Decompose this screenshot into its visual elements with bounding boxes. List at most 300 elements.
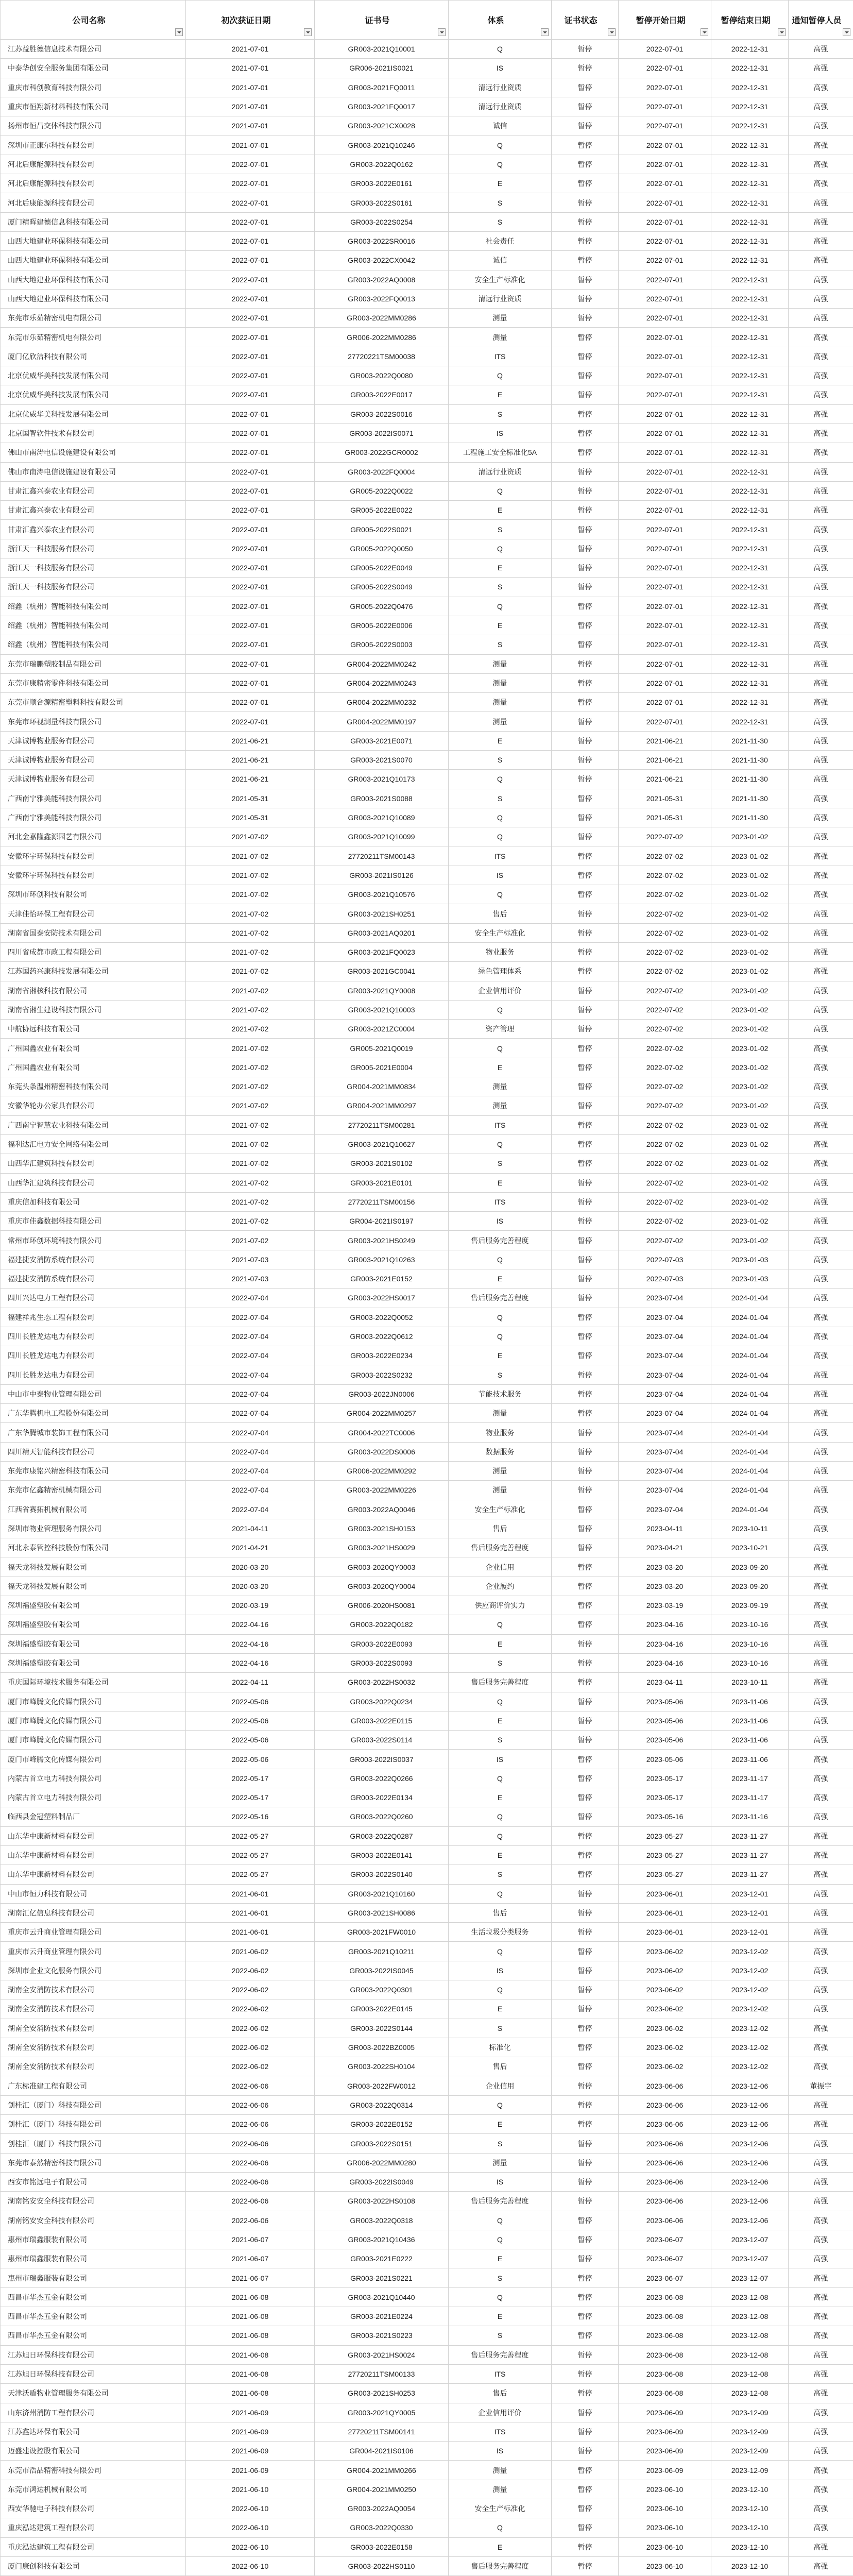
suspension-end-date-cell[interactable]: 2022-12-31 [711, 693, 789, 712]
system-cell[interactable]: 测量 [449, 328, 552, 347]
notifier-cell[interactable]: 高强 [789, 904, 853, 923]
suspension-start-date-cell[interactable]: 2022-07-03 [619, 1250, 711, 1269]
certificate-status-cell[interactable]: 暂停 [552, 2480, 619, 2499]
suspension-start-date-cell[interactable]: 2023-05-27 [619, 1826, 711, 1845]
suspension-end-date-cell[interactable]: 2022-12-31 [711, 212, 789, 231]
company-name-cell[interactable]: 江苏旭日环保科技有限公司 [1, 2364, 186, 2383]
company-name-cell[interactable]: 浙江天一科技服务有限公司 [1, 558, 186, 578]
company-name-cell[interactable]: 河北后康能源科技有限公司 [1, 193, 186, 212]
certificate-number-cell[interactable]: 27720211TSM00143 [315, 846, 449, 866]
notifier-cell[interactable]: 高强 [789, 2134, 853, 2153]
notifier-cell[interactable]: 高强 [789, 635, 853, 654]
certificate-number-cell[interactable]: GR003-2022E0145 [315, 1999, 449, 2019]
system-cell[interactable]: E [449, 2249, 552, 2268]
notifier-cell[interactable]: 高强 [789, 1942, 853, 1961]
certificate-status-cell[interactable]: 暂停 [552, 1999, 619, 2019]
first-cert-date-cell[interactable]: 2021-07-01 [186, 97, 315, 116]
suspension-start-date-cell[interactable]: 2022-07-02 [619, 885, 711, 904]
first-cert-date-cell[interactable]: 2020-03-20 [186, 1577, 315, 1596]
company-name-cell[interactable]: 东莞市康精密零件科技有限公司 [1, 673, 186, 692]
certificate-number-cell[interactable]: GR003-2022Q0162 [315, 155, 449, 174]
company-name-cell[interactable]: 广州国鑫农业有限公司 [1, 1058, 186, 1077]
suspension-start-date-cell[interactable]: 2023-06-09 [619, 2403, 711, 2422]
notifier-cell[interactable]: 高强 [789, 1404, 853, 1423]
company-name-cell[interactable]: 西昌市华杰五金有限公司 [1, 2307, 186, 2326]
certificate-status-cell[interactable]: 暂停 [552, 2537, 619, 2556]
suspension-start-date-cell[interactable]: 2023-03-19 [619, 1596, 711, 1615]
suspension-start-date-cell[interactable]: 2022-07-02 [619, 981, 711, 1000]
suspension-end-date-cell[interactable]: 2023-01-02 [711, 1096, 789, 1115]
company-name-cell[interactable]: 山东华中康新材料有限公司 [1, 1865, 186, 1884]
certificate-status-cell[interactable]: 暂停 [552, 1903, 619, 1922]
suspension-start-date-cell[interactable]: 2022-07-01 [619, 597, 711, 616]
suspension-end-date-cell[interactable]: 2023-12-01 [711, 1884, 789, 1903]
suspension-start-date-cell[interactable]: 2022-07-01 [619, 443, 711, 462]
filter-dropdown-icon[interactable] [541, 28, 549, 36]
certificate-number-cell[interactable]: GR005-2021Q0019 [315, 1039, 449, 1058]
certificate-number-cell[interactable]: GR003-2021Q10211 [315, 1942, 449, 1961]
first-cert-date-cell[interactable]: 2021-06-09 [186, 2461, 315, 2480]
company-name-cell[interactable]: 东莞市泰然精密科技有限公司 [1, 2153, 186, 2172]
notifier-cell[interactable]: 高强 [789, 1557, 853, 1577]
notifier-cell[interactable]: 高强 [789, 2038, 853, 2057]
suspension-end-date-cell[interactable]: 2023-11-06 [711, 1750, 789, 1769]
system-cell[interactable]: Q [449, 1250, 552, 1269]
first-cert-date-cell[interactable]: 2022-07-01 [186, 155, 315, 174]
company-name-cell[interactable]: 山西华汇建筑科技有限公司 [1, 1173, 186, 1192]
notifier-cell[interactable]: 高强 [789, 423, 853, 443]
notifier-cell[interactable]: 高强 [789, 770, 853, 789]
system-cell[interactable]: 测量 [449, 2461, 552, 2480]
first-cert-date-cell[interactable]: 2021-07-02 [186, 1077, 315, 1096]
suspension-end-date-cell[interactable]: 2024-01-04 [711, 1500, 789, 1519]
filter-dropdown-icon[interactable] [304, 28, 312, 36]
certificate-number-cell[interactable]: GR004-2022MM0232 [315, 693, 449, 712]
certificate-number-cell[interactable]: GR003-2021Q10173 [315, 770, 449, 789]
first-cert-date-cell[interactable]: 2022-05-06 [186, 1692, 315, 1711]
system-cell[interactable]: Q [449, 1980, 552, 1999]
suspension-start-date-cell[interactable]: 2022-07-01 [619, 40, 711, 59]
certificate-status-cell[interactable]: 暂停 [552, 2461, 619, 2480]
suspension-end-date-cell[interactable]: 2023-12-02 [711, 2019, 789, 2038]
certificate-status-cell[interactable]: 暂停 [552, 1731, 619, 1750]
system-cell[interactable]: 测量 [449, 1481, 552, 1500]
certificate-number-cell[interactable]: GR003-2021Q10576 [315, 885, 449, 904]
notifier-cell[interactable]: 高强 [789, 1231, 853, 1250]
suspension-end-date-cell[interactable]: 2024-01-04 [711, 1442, 789, 1461]
suspension-end-date-cell[interactable]: 2023-01-02 [711, 885, 789, 904]
notifier-cell[interactable]: 高强 [789, 78, 853, 97]
certificate-status-cell[interactable]: 暂停 [552, 770, 619, 789]
notifier-cell[interactable]: 高强 [789, 539, 853, 558]
certificate-number-cell[interactable]: GR003-2021SH0153 [315, 1519, 449, 1538]
certificate-number-cell[interactable]: GR003-2021Q10160 [315, 1884, 449, 1903]
company-name-cell[interactable]: 广州国鑫农业有限公司 [1, 1039, 186, 1058]
certificate-status-cell[interactable]: 暂停 [552, 40, 619, 59]
suspension-start-date-cell[interactable]: 2022-07-01 [619, 423, 711, 443]
notifier-cell[interactable]: 高强 [789, 1250, 853, 1269]
suspension-end-date-cell[interactable]: 2023-01-02 [711, 1134, 789, 1154]
suspension-end-date-cell[interactable]: 2022-12-31 [711, 635, 789, 654]
first-cert-date-cell[interactable]: 2021-06-01 [186, 1903, 315, 1922]
certificate-number-cell[interactable]: GR003-2021ZC0004 [315, 1020, 449, 1039]
system-cell[interactable]: E [449, 1173, 552, 1192]
first-cert-date-cell[interactable]: 2022-07-04 [186, 1308, 315, 1327]
suspension-end-date-cell[interactable]: 2022-12-31 [711, 78, 789, 97]
certificate-status-cell[interactable]: 暂停 [552, 635, 619, 654]
certificate-status-cell[interactable]: 暂停 [552, 212, 619, 231]
certificate-status-cell[interactable]: 暂停 [552, 1289, 619, 1308]
certificate-status-cell[interactable]: 暂停 [552, 1423, 619, 1442]
company-name-cell[interactable]: 重庆市恒翔新材料科技有限公司 [1, 97, 186, 116]
suspension-start-date-cell[interactable]: 2022-07-01 [619, 328, 711, 347]
notifier-cell[interactable]: 高强 [789, 1731, 853, 1750]
notifier-cell[interactable]: 高强 [789, 2095, 853, 2114]
certificate-number-cell[interactable]: GR003-2021SH0251 [315, 904, 449, 923]
notifier-cell[interactable]: 高强 [789, 2345, 853, 2364]
company-name-cell[interactable]: 湖南汇亿信息科技有限公司 [1, 1903, 186, 1922]
certificate-number-cell[interactable]: GR003-2022E0017 [315, 385, 449, 404]
system-cell[interactable]: E [449, 1346, 552, 1365]
notifier-cell[interactable]: 高强 [789, 2307, 853, 2326]
notifier-cell[interactable]: 高强 [789, 1269, 853, 1289]
company-name-cell[interactable]: 北京优威华美科技发展有限公司 [1, 385, 186, 404]
company-name-cell[interactable]: 惠州市瑞鑫服装有限公司 [1, 2268, 186, 2287]
system-cell[interactable]: E [449, 2115, 552, 2134]
first-cert-date-cell[interactable]: 2021-07-02 [186, 1115, 315, 1134]
system-cell[interactable]: Q [449, 2230, 552, 2249]
first-cert-date-cell[interactable]: 2022-07-01 [186, 193, 315, 212]
certificate-status-cell[interactable]: 暂停 [552, 1923, 619, 1942]
certificate-number-cell[interactable]: GR005-2022Q0022 [315, 481, 449, 500]
suspension-start-date-cell[interactable]: 2023-06-08 [619, 2287, 711, 2307]
notifier-cell[interactable]: 高强 [789, 885, 853, 904]
system-cell[interactable]: Q [449, 1000, 552, 1019]
first-cert-date-cell[interactable]: 2022-07-01 [186, 174, 315, 193]
suspension-end-date-cell[interactable]: 2021-11-30 [711, 770, 789, 789]
certificate-number-cell[interactable]: GR003-2022E0152 [315, 2115, 449, 2134]
suspension-end-date-cell[interactable]: 2021-11-30 [711, 731, 789, 750]
company-name-cell[interactable]: 深圳市正康尔科技有限公司 [1, 135, 186, 155]
suspension-end-date-cell[interactable]: 2022-12-31 [711, 673, 789, 692]
system-cell[interactable]: 清远行业资质 [449, 289, 552, 308]
first-cert-date-cell[interactable]: 2022-07-01 [186, 328, 315, 347]
notifier-cell[interactable]: 高强 [789, 2556, 853, 2575]
certificate-number-cell[interactable]: GR003-2022HS0032 [315, 1673, 449, 1692]
suspension-end-date-cell[interactable]: 2022-12-31 [711, 423, 789, 443]
notifier-cell[interactable]: 高强 [789, 1115, 853, 1134]
certificate-number-cell[interactable]: GR004-2021MM0250 [315, 2480, 449, 2499]
first-cert-date-cell[interactable]: 2022-06-02 [186, 1961, 315, 1980]
company-name-cell[interactable]: 天津佳怡环保工程有限公司 [1, 904, 186, 923]
company-name-cell[interactable]: 北京优威华美科技发展有限公司 [1, 404, 186, 423]
company-name-cell[interactable]: 湖南省湘生建设科技有限公司 [1, 1000, 186, 1019]
suspension-start-date-cell[interactable]: 2023-05-06 [619, 1711, 711, 1730]
first-cert-date-cell[interactable]: 2022-07-04 [186, 1327, 315, 1346]
suspension-start-date-cell[interactable]: 2022-07-02 [619, 1077, 711, 1096]
suspension-start-date-cell[interactable]: 2023-06-06 [619, 2211, 711, 2230]
suspension-start-date-cell[interactable]: 2022-07-01 [619, 385, 711, 404]
suspension-start-date-cell[interactable]: 2023-06-06 [619, 2134, 711, 2153]
system-cell[interactable]: IS [449, 866, 552, 885]
filter-dropdown-icon[interactable] [438, 28, 446, 36]
first-cert-date-cell[interactable]: 2021-07-02 [186, 1231, 315, 1250]
suspension-end-date-cell[interactable]: 2023-12-10 [711, 2480, 789, 2499]
certificate-status-cell[interactable]: 暂停 [552, 2307, 619, 2326]
certificate-status-cell[interactable]: 暂停 [552, 808, 619, 827]
notifier-cell[interactable]: 高强 [789, 1673, 853, 1692]
system-cell[interactable]: Q [449, 808, 552, 827]
system-cell[interactable]: 售后服务完善程度 [449, 1673, 552, 1692]
certificate-number-cell[interactable]: GR003-2022E0141 [315, 1845, 449, 1865]
suspension-start-date-cell[interactable]: 2023-06-10 [619, 2499, 711, 2518]
system-cell[interactable]: 售后 [449, 2384, 552, 2403]
company-name-cell[interactable]: 中泰华创安全服务集团有限公司 [1, 59, 186, 78]
certificate-status-cell[interactable]: 暂停 [552, 1826, 619, 1845]
suspension-start-date-cell[interactable]: 2023-06-07 [619, 2268, 711, 2287]
suspension-end-date-cell[interactable]: 2023-12-01 [711, 1903, 789, 1922]
company-name-cell[interactable]: 福天龙科技发展有限公司 [1, 1577, 186, 1596]
first-cert-date-cell[interactable]: 2022-07-01 [186, 462, 315, 481]
first-cert-date-cell[interactable]: 2022-07-01 [186, 597, 315, 616]
certificate-number-cell[interactable]: GR003-2021Q10246 [315, 135, 449, 155]
notifier-cell[interactable]: 高强 [789, 366, 853, 385]
suspension-start-date-cell[interactable]: 2023-07-04 [619, 1461, 711, 1480]
certificate-number-cell[interactable]: GR003-2022Q0330 [315, 2518, 449, 2537]
certificate-number-cell[interactable]: GR003-2022Q0052 [315, 1308, 449, 1327]
notifier-cell[interactable]: 高强 [789, 116, 853, 135]
certificate-status-cell[interactable]: 暂停 [552, 904, 619, 923]
first-cert-date-cell[interactable]: 2021-07-03 [186, 1250, 315, 1269]
certificate-number-cell[interactable]: GR003-2022Q0080 [315, 366, 449, 385]
first-cert-date-cell[interactable]: 2022-06-06 [186, 2076, 315, 2095]
certificate-number-cell[interactable]: GR003-2021HS0249 [315, 1231, 449, 1250]
company-name-cell[interactable]: 福建祥兆生态工程有限公司 [1, 1308, 186, 1327]
certificate-number-cell[interactable]: GR004-2021IS0106 [315, 2442, 449, 2461]
certificate-number-cell[interactable]: GR006-2021IS0021 [315, 59, 449, 78]
suspension-start-date-cell[interactable]: 2021-06-21 [619, 731, 711, 750]
first-cert-date-cell[interactable]: 2021-07-02 [186, 827, 315, 846]
suspension-end-date-cell[interactable]: 2022-12-31 [711, 251, 789, 270]
certificate-status-cell[interactable]: 暂停 [552, 597, 619, 616]
suspension-end-date-cell[interactable]: 2022-12-31 [711, 501, 789, 520]
first-cert-date-cell[interactable]: 2021-07-02 [186, 1154, 315, 1173]
suspension-end-date-cell[interactable]: 2023-01-02 [711, 1192, 789, 1211]
suspension-start-date-cell[interactable]: 2023-07-04 [619, 1404, 711, 1423]
company-name-cell[interactable]: 安徽环宇环保科技有限公司 [1, 866, 186, 885]
certificate-number-cell[interactable]: GR004-2022MM0243 [315, 673, 449, 692]
suspension-start-date-cell[interactable]: 2023-04-16 [619, 1634, 711, 1653]
system-cell[interactable]: 生活垃圾分类服务 [449, 1923, 552, 1942]
certificate-number-cell[interactable]: GR003-2021E0152 [315, 1269, 449, 1289]
suspension-end-date-cell[interactable]: 2023-01-02 [711, 904, 789, 923]
suspension-start-date-cell[interactable]: 2023-07-04 [619, 1481, 711, 1500]
certificate-status-cell[interactable]: 暂停 [552, 135, 619, 155]
suspension-start-date-cell[interactable]: 2023-06-10 [619, 2537, 711, 2556]
company-name-cell[interactable]: 福建捷安消防系统有限公司 [1, 1269, 186, 1289]
certificate-status-cell[interactable]: 暂停 [552, 2076, 619, 2095]
certificate-number-cell[interactable]: GR003-2021Q10001 [315, 40, 449, 59]
system-cell[interactable]: 企业信用 [449, 1557, 552, 1577]
system-cell[interactable]: Q [449, 1039, 552, 1058]
company-name-cell[interactable]: 江苏国药兴康科技发展有限公司 [1, 962, 186, 981]
company-name-cell[interactable]: 四川长胜龙达电力有限公司 [1, 1346, 186, 1365]
notifier-cell[interactable]: 高强 [789, 1826, 853, 1845]
certificate-status-cell[interactable]: 暂停 [552, 846, 619, 866]
certificate-status-cell[interactable]: 暂停 [552, 1980, 619, 1999]
notifier-cell[interactable]: 高强 [789, 1058, 853, 1077]
system-cell[interactable]: Q [449, 1942, 552, 1961]
first-cert-date-cell[interactable]: 2022-07-01 [186, 231, 315, 250]
first-cert-date-cell[interactable]: 2022-06-06 [186, 2192, 315, 2211]
notifier-cell[interactable]: 高强 [789, 2422, 853, 2441]
suspension-start-date-cell[interactable]: 2022-07-01 [619, 481, 711, 500]
certificate-status-cell[interactable]: 暂停 [552, 520, 619, 539]
company-name-cell[interactable]: 厦门市峰腾文化传媒有限公司 [1, 1692, 186, 1711]
system-cell[interactable]: 测量 [449, 1077, 552, 1096]
notifier-cell[interactable]: 高强 [789, 673, 853, 692]
certificate-number-cell[interactable]: GR003-2021QY0008 [315, 981, 449, 1000]
suspension-end-date-cell[interactable]: 2023-11-06 [711, 1692, 789, 1711]
company-name-cell[interactable]: 中山市恒力科技有限公司 [1, 1884, 186, 1903]
notifier-cell[interactable]: 高强 [789, 270, 853, 289]
filter-dropdown-icon[interactable] [175, 28, 183, 36]
certificate-status-cell[interactable]: 暂停 [552, 385, 619, 404]
suspension-start-date-cell[interactable]: 2022-07-02 [619, 942, 711, 961]
first-cert-date-cell[interactable]: 2022-07-04 [186, 1461, 315, 1480]
certificate-status-cell[interactable]: 暂停 [552, 1884, 619, 1903]
company-name-cell[interactable]: 天津沃盾物业管理服务有限公司 [1, 2384, 186, 2403]
system-cell[interactable]: Q [449, 1327, 552, 1346]
first-cert-date-cell[interactable]: 2021-07-02 [186, 1212, 315, 1231]
first-cert-date-cell[interactable]: 2021-06-09 [186, 2403, 315, 2422]
first-cert-date-cell[interactable]: 2022-07-01 [186, 520, 315, 539]
suspension-end-date-cell[interactable]: 2023-11-17 [711, 1769, 789, 1788]
first-cert-date-cell[interactable]: 2022-05-16 [186, 1807, 315, 1826]
system-cell[interactable]: Q [449, 155, 552, 174]
certificate-number-cell[interactable]: GR003-2022FQ0004 [315, 462, 449, 481]
company-name-cell[interactable]: 重庆市佳鑫数据科技有限公司 [1, 1212, 186, 1231]
first-cert-date-cell[interactable]: 2021-06-08 [186, 2287, 315, 2307]
suspension-start-date-cell[interactable]: 2023-04-11 [619, 1673, 711, 1692]
suspension-end-date-cell[interactable]: 2023-12-02 [711, 2057, 789, 2076]
certificate-number-cell[interactable]: GR003-2022HS0108 [315, 2192, 449, 2211]
suspension-start-date-cell[interactable]: 2023-06-06 [619, 2153, 711, 2172]
certificate-status-cell[interactable]: 暂停 [552, 1212, 619, 1231]
suspension-start-date-cell[interactable]: 2023-06-10 [619, 2518, 711, 2537]
notifier-cell[interactable]: 高强 [789, 1750, 853, 1769]
first-cert-date-cell[interactable]: 2021-07-02 [186, 846, 315, 866]
certificate-status-cell[interactable]: 暂停 [552, 116, 619, 135]
suspension-start-date-cell[interactable]: 2022-07-01 [619, 520, 711, 539]
company-name-cell[interactable]: 深圳市企业文化服务有限公司 [1, 1961, 186, 1980]
first-cert-date-cell[interactable]: 2022-07-01 [186, 404, 315, 423]
certificate-number-cell[interactable]: GR003-2021QY0005 [315, 2403, 449, 2422]
suspension-end-date-cell[interactable]: 2023-12-08 [711, 2307, 789, 2326]
first-cert-date-cell[interactable]: 2022-07-04 [186, 1404, 315, 1423]
system-cell[interactable]: 测量 [449, 309, 552, 328]
company-name-cell[interactable]: 惠州市瑞鑫服装有限公司 [1, 2230, 186, 2249]
certificate-status-cell[interactable]: 暂停 [552, 1250, 619, 1269]
notifier-cell[interactable]: 高强 [789, 846, 853, 866]
system-cell[interactable]: 绿色管理体系 [449, 962, 552, 981]
certificate-status-cell[interactable]: 暂停 [552, 1615, 619, 1634]
suspension-start-date-cell[interactable]: 2022-07-02 [619, 1212, 711, 1231]
company-name-cell[interactable]: 广西南宁雅美能科技有限公司 [1, 808, 186, 827]
notifier-cell[interactable]: 高强 [789, 1308, 853, 1327]
notifier-cell[interactable]: 高强 [789, 135, 853, 155]
suspension-end-date-cell[interactable]: 2022-12-31 [711, 404, 789, 423]
suspension-start-date-cell[interactable]: 2022-07-01 [619, 193, 711, 212]
notifier-cell[interactable]: 高强 [789, 693, 853, 712]
certificate-status-cell[interactable]: 暂停 [552, 866, 619, 885]
company-name-cell[interactable]: 重庆国际环境技术服务有限公司 [1, 1673, 186, 1692]
suspension-end-date-cell[interactable]: 2023-12-10 [711, 2518, 789, 2537]
first-cert-date-cell[interactable]: 2021-06-08 [186, 2345, 315, 2364]
first-cert-date-cell[interactable]: 2022-07-01 [186, 212, 315, 231]
suspension-end-date-cell[interactable]: 2023-12-06 [711, 2172, 789, 2191]
suspension-end-date-cell[interactable]: 2023-01-03 [711, 1269, 789, 1289]
certificate-status-cell[interactable]: 暂停 [552, 2153, 619, 2172]
company-name-cell[interactable]: 西安市铭远电子有限公司 [1, 2172, 186, 2191]
notifier-cell[interactable]: 高强 [789, 347, 853, 366]
certificate-status-cell[interactable]: 暂停 [552, 309, 619, 328]
suspension-start-date-cell[interactable]: 2022-07-02 [619, 923, 711, 942]
certificate-status-cell[interactable]: 暂停 [552, 1134, 619, 1154]
system-cell[interactable]: 节能技术服务 [449, 1384, 552, 1403]
suspension-end-date-cell[interactable]: 2022-12-31 [711, 578, 789, 597]
certificate-number-cell[interactable]: GR003-2021S0223 [315, 2326, 449, 2345]
system-cell[interactable]: 测量 [449, 654, 552, 673]
certificate-number-cell[interactable]: GR003-2021FQ0011 [315, 78, 449, 97]
notifier-cell[interactable]: 高强 [789, 1461, 853, 1480]
suspension-start-date-cell[interactable]: 2023-05-27 [619, 1845, 711, 1865]
notifier-cell[interactable]: 高强 [789, 1173, 853, 1192]
notifier-cell[interactable]: 高强 [789, 1346, 853, 1365]
system-cell[interactable]: 清远行业资质 [449, 78, 552, 97]
system-cell[interactable]: 测量 [449, 2153, 552, 2172]
suspension-end-date-cell[interactable]: 2022-12-31 [711, 97, 789, 116]
company-name-cell[interactable]: 厦门市峰腾文化传媒有限公司 [1, 1731, 186, 1750]
suspension-start-date-cell[interactable]: 2023-06-09 [619, 2442, 711, 2461]
company-name-cell[interactable]: 深圳福盛塑胶有限公司 [1, 1634, 186, 1653]
suspension-start-date-cell[interactable]: 2023-06-10 [619, 2556, 711, 2575]
certificate-status-cell[interactable]: 暂停 [552, 1481, 619, 1500]
suspension-start-date-cell[interactable]: 2023-05-27 [619, 1865, 711, 1884]
notifier-cell[interactable]: 高强 [789, 1596, 853, 1615]
suspension-end-date-cell[interactable]: 2023-11-06 [711, 1711, 789, 1730]
certificate-status-cell[interactable]: 暂停 [552, 1538, 619, 1557]
first-cert-date-cell[interactable]: 2022-07-01 [186, 347, 315, 366]
first-cert-date-cell[interactable]: 2022-07-04 [186, 1365, 315, 1384]
certificate-number-cell[interactable]: GR003-2021FQ0017 [315, 97, 449, 116]
certificate-number-cell[interactable]: GR003-2022AQ0054 [315, 2499, 449, 2518]
certificate-status-cell[interactable]: 暂停 [552, 155, 619, 174]
notifier-cell[interactable]: 高强 [789, 1384, 853, 1403]
certificate-number-cell[interactable]: GR003-2022FW0012 [315, 2076, 449, 2095]
certificate-number-cell[interactable]: GR003-2022E0161 [315, 174, 449, 193]
first-cert-date-cell[interactable]: 2022-07-01 [186, 673, 315, 692]
system-cell[interactable]: 工程施工安全标准化5A [449, 443, 552, 462]
certificate-number-cell[interactable]: GR003-2021Q10263 [315, 1250, 449, 1269]
first-cert-date-cell[interactable]: 2022-04-11 [186, 1673, 315, 1692]
notifier-cell[interactable]: 高强 [789, 1077, 853, 1096]
suspension-end-date-cell[interactable]: 2024-01-04 [711, 1365, 789, 1384]
certificate-number-cell[interactable]: GR003-2021IS0126 [315, 866, 449, 885]
company-name-cell[interactable]: 湖南全安消防技术有限公司 [1, 2038, 186, 2057]
suspension-start-date-cell[interactable]: 2022-07-01 [619, 135, 711, 155]
suspension-end-date-cell[interactable]: 2024-01-04 [711, 1327, 789, 1346]
